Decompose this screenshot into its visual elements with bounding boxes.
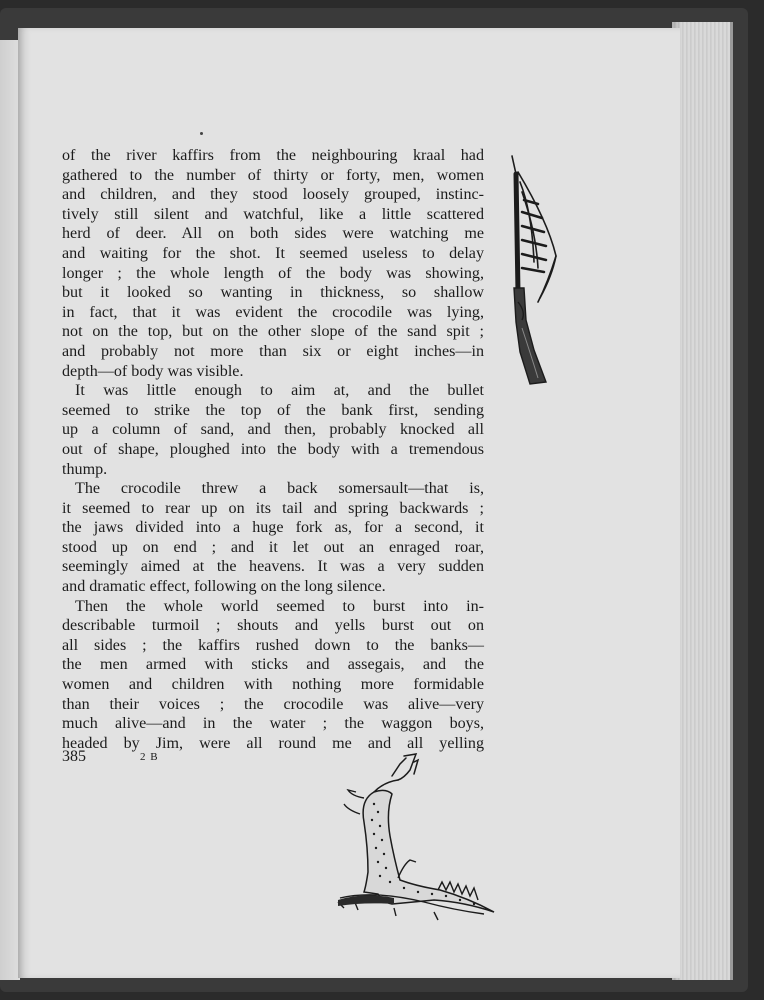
text-line: than their voices ; the crocodile was alive—very	[62, 695, 484, 713]
text-line: tively still silent and watchful, like a little scattered	[62, 205, 484, 223]
text-line: and waiting for the shot. It seemed useless to delay	[62, 244, 484, 262]
page-number: 385	[62, 748, 86, 765]
rifle-illustration-icon	[508, 152, 560, 388]
text-line: longer ; the whole length of the body was showing,	[62, 264, 484, 282]
text-line: not on the top, but on the other slope of the sand spit ;	[62, 323, 484, 341]
text-line: seemed to strike the top of the bank first, sending	[62, 401, 484, 419]
text-line: thump.	[62, 460, 108, 478]
text-line: and probably not more than six or eight inches—in	[62, 342, 484, 360]
text-line: it seemed to rear up on its tail and spring backwards ;	[62, 499, 484, 517]
text-line: women and children with nothing more formidable	[62, 676, 484, 694]
text-line: out of shape, ploughed into the body with a tremendous	[62, 440, 484, 458]
text-line: The crocodile threw a back somersault—that is,	[75, 480, 484, 498]
text-line: the jaws divided into a huge fork as, for a second, it	[62, 519, 484, 537]
text-line: headed by Jim, were all round me and all yelling	[62, 734, 484, 752]
text-line: but it looked so wanting in thickness, so shallow	[62, 284, 484, 302]
text-line: gathered to the number of thirty or forty, men, women	[62, 166, 484, 184]
text-line: herd of deer. All on both sides were watching me	[62, 225, 484, 243]
text-line: up a column of sand, and then, probably knocked all	[62, 421, 484, 439]
text-line: Then the whole world seemed to burst into in-	[75, 597, 484, 615]
text-line: depth—of body was visible.	[62, 362, 244, 380]
text-line: stood up on end ; and it let out an enraged roar,	[62, 538, 484, 556]
text-line: all sides ; the kaffirs rushed down to the banks—	[62, 636, 484, 654]
ink-speck	[200, 132, 203, 135]
text-line: of the river kaffirs from the neighbouring kraal had	[62, 147, 484, 164]
text-line: and dramatic effect, following on the long silence.	[62, 578, 386, 596]
text-line: the men armed with sticks and assegais, and the	[62, 656, 484, 674]
crocodile-illustration-icon	[334, 752, 498, 932]
text-line: and children, and they stood loosely grouped, instinc-	[62, 186, 484, 204]
page-edges	[672, 22, 733, 980]
body-text	[62, 146, 484, 753]
text-line: in fact, that it was evident the crocodile was lying,	[62, 303, 484, 321]
text-line: describable turmoil ; shouts and yells burst out on	[62, 617, 484, 635]
text-line: much alive—and in the water ; the waggon boys,	[62, 715, 484, 733]
facing-page-edge	[0, 40, 20, 980]
text-line: It was little enough to aim at, and the bullet	[75, 382, 484, 400]
text-line: seemingly aimed at the heavens. It was a very sudden	[62, 558, 484, 576]
signature-mark: 2 B	[140, 751, 159, 763]
